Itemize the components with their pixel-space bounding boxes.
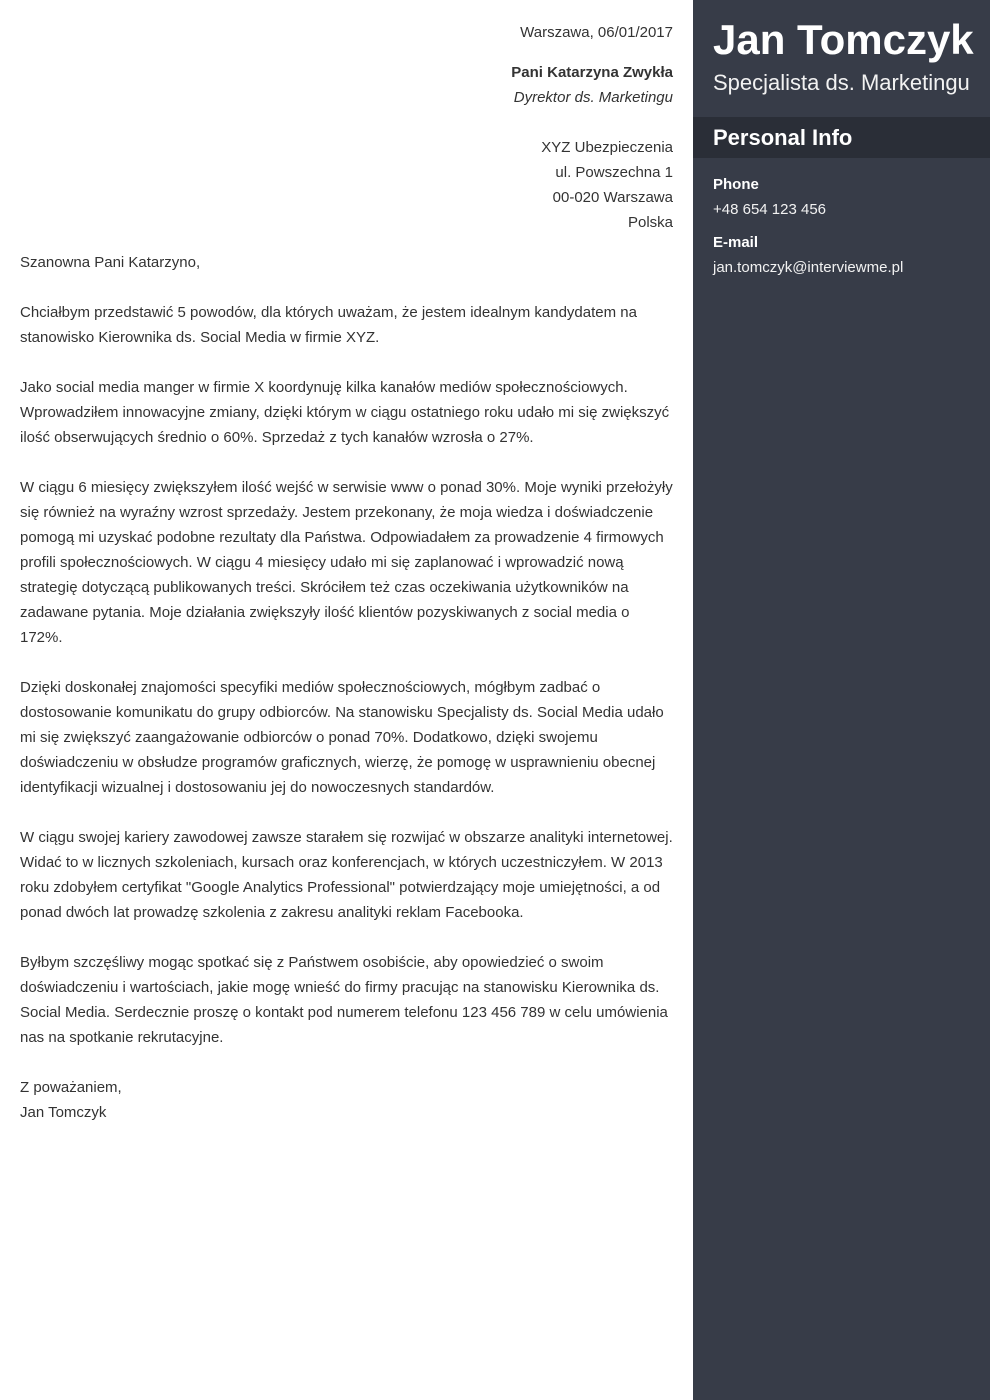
letter-paragraph: Byłbym szczęśliwy mogąc spotkać się z Państwem osobiście, aby opowiedzieć o swoim doświadczeniu i wartościach, jakie mogę wnieść do firmy pracując na stanowisku Kierownika ds. Social Media. Serdecznie proszę o kontakt pod numerem telefonu 123 456 789 w celu umówienia nas na spotkanie rekrutacyjne. xyxy=(20,954,668,1046)
letter-paragraph: Jako social media manger w firmie X koordynuję kilka kanałów mediów społecznościowych. Wprowadziłem innowacyjne zmiany, dzięki którym w ciągu ostatniego roku udało mi się zwiększyć ilość obserwujących średnio o 60%. Sprzedaż z tych kanałów wzrosła o 27%. xyxy=(20,379,670,446)
letter-paragraph: W ciągu 6 miesięcy zwiększyłem ilość wejść w serwisie www o ponad 30%. Moje wyniki przełożyły się również na wyraźny wzrost sprzedaży. Jestem przekonany, że moja wiedza i doświadczenie pomogą mi uzyskać podobne rezultaty dla Państwa. Odpowiadałem za prowadzenie 4 firmowych profili społecznościowych. W ciągu 4 miesięcy udało mi się zaplanować i wprowadzić nową strategię dotyczącą publikowanych treści. Skróciłem też czas oczekiwania użytkowników na zadawane pytania. Moje działania zwiększyły ilość klientów pozyskiwanych z social media o 172%. xyxy=(20,479,673,646)
letter-date: Warszawa, 06/01/2017 xyxy=(520,24,673,41)
email-value[interactable]: jan.tomczyk@interviewme.pl xyxy=(713,259,904,276)
email-block xyxy=(713,230,970,280)
recipient-name: Pani Katarzyna Zwykła xyxy=(511,64,673,81)
sidebar xyxy=(693,0,990,1400)
address-company: XYZ Ubezpieczenia xyxy=(541,139,673,156)
phone-label: Phone xyxy=(713,176,759,193)
applicant-job-title: Specjalista ds. Marketingu xyxy=(713,70,970,95)
address-street: ul. Powszechna 1 xyxy=(555,164,673,181)
closing: Z poważaniem, xyxy=(20,1079,122,1096)
phone-value: +48 654 123 456 xyxy=(713,201,827,218)
salutation: Szanowna Pani Katarzyno, xyxy=(20,254,201,271)
recipient-title: Dyrektor ds. Marketingu xyxy=(513,89,673,106)
personal-info xyxy=(693,158,990,280)
email-label: E-mail xyxy=(713,234,759,251)
phone-block xyxy=(713,172,970,222)
letter-paragraph: Chciałbym przedstawić 5 powodów, dla których uważam, że jestem idealnym kandydatem na stanowisko Kierownika ds. Social Media w firmie XYZ. xyxy=(20,304,637,346)
address-country: Polska xyxy=(627,214,673,231)
signature: Jan Tomczyk xyxy=(20,1104,107,1121)
letter-paragraph: Dzięki doskonałej znajomości specyfiki mediów społecznościowych, mógłbym zadbać o dostosowanie komunikatu do grupy odbiorców. Na stanowisku Specjalisty ds. Social Media udało mi się zwiększyć zaangażowanie odbiorców o ponad 70%. Dodatkowo, dzięki swojemu doświadczeniu w obsłudze programów graficznych, wierzę, że pomogę w usprawnieniu obecnej identyfikacji wizualnej i dostosowaniu jej do nowoczesnych standardów. xyxy=(20,679,664,796)
letter-paragraph: W ciągu swojej kariery zawodowej zawsze starałem się rozwijać w obszarze analityki internetowej. Widać to w licznych szkoleniach, kursach oraz konferencjach, w których uczestniczyłem. W 2013 roku zdobyłem certyfikat "Google Analytics Professional" potwierdzający moje umiejętności, a od ponad dwóch lat prowadzę szkolenia z zakresu analityki reklam Facebooka. xyxy=(20,829,673,921)
applicant-name: Jan Tomczyk xyxy=(713,16,974,63)
recipient-address xyxy=(20,135,673,235)
personal-info-header: Personal Info xyxy=(693,117,990,158)
address-city: 00-020 Warszawa xyxy=(552,189,673,206)
